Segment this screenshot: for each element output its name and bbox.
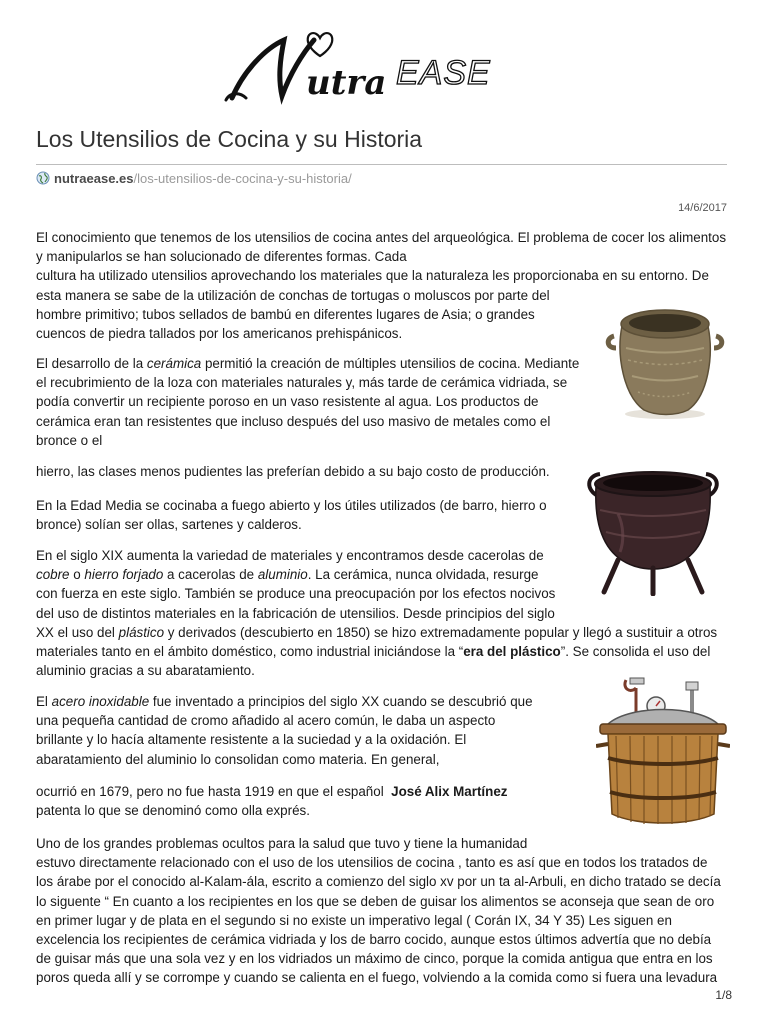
- ceramic-pot-image: [602, 296, 728, 422]
- page-title: Los Utensilios de Cocina y su Historia: [36, 126, 423, 152]
- pressure-cooker-image: [596, 674, 730, 834]
- publish-date: 14/6/2017: [678, 202, 727, 214]
- paragraph-3: hierro, las clases menos pudientes las preferían debido a su bajo costo de producción.: [36, 464, 550, 479]
- paragraph-8: Uno de los grandes problemas ocultos para la salud que tuvo y tiene la humanidad estuvo directamente relacionado con el uso de los utensilios de cocina , tanto es así que en todos los tratados de los árabe por el conocido al-Kalam-ála, escrito a comienzo del siglo xv por un ta al-Arbuli, en dicho tratado se decía lo siguente “ En cuanto a los recipientes en los que se deben de guisar los alimentos se aconseja que sean de oro en primer lugar y de plata en el segundo si no existe un imperativo legal ( Corán IX, 34 Y 35) Les siguen en excelencia los recipientes de cerámica vidriada y los de barro cocido, aunque estos últimos advertía que no debía de guisar más que una sola vez y en los vidriados un máximo de cinco, porque la comida antigua que entra en los poros queda allí y se corrompe y cuando se calienta en el fuego, volviendo a la comida como si fuera una levadura: [36, 836, 721, 986]
- svg-text:utra: utra: [306, 63, 387, 103]
- paragraph-1: El conocimiento que tenemos de los utensilios de cocina antes del arqueológica. El problema de cocer los alimentos y manipularlos se han solucionado de diferentes formas. Cada cultura ha utilizado utensilios aprovechando los materiales que la naturaleza les proporcionaba en su entorno. De esta manera se sabe de la utilización de conchas de tortugas o moluscos por parte del hombre primitivo; tubos sellados de bambú en diferentes lugares de Asia; o grandes cuencos de piedra tallados por los americanos prehispánicos.: [36, 230, 727, 342]
- source-domain[interactable]: nutraease.es: [54, 171, 134, 186]
- paragraph-4: En la Edad Media se cocinaba a fuego abierto y los útiles utilizados (de barro, hierro o bronce) solían ser ollas, sartenes y calderos.: [36, 498, 547, 533]
- source-path[interactable]: /los-utensilios-de-cocina-y-su-historia/: [133, 171, 352, 186]
- paragraph-7: ocurrió en 1679, pero no fue hasta 1919 en que el español José Alix Martínez patenta lo que se denominó como olla exprés.: [36, 784, 508, 819]
- paragraph-5: En el siglo XIX aumenta la variedad de materiales y encontramos desde cacerolas de cobre o hierro forjado a cacerolas de aluminio. La cerámica, nunca olvidada, resurge con fuerza en este siglo. También se produce una preocupación por los efectos nocivos del uso de distintos materiales en la fabricación de utensilios. Desde principios del siglo XX el uso del plástico y derivados (descubierto en 1850) se hizo extremadamente popular y llegó a sustituir a otros materiales tanto en el ámbito doméstico, como industrial iniciándose la “era del plástico”. Se consolida el uso del aluminio gracias a su abaratamiento.: [36, 548, 718, 679]
- nutraease-logo: [222, 30, 540, 106]
- iron-cauldron-image: [584, 456, 722, 596]
- globe-icon: [36, 171, 50, 185]
- paragraph-2: El desarrollo de la cerámica permitió la creación de múltiples utensilios de cocina. Mediante el recubrimiento de la loza con materiales naturales y, más tarde de cerámica vidriada, se podía convertir un recipiente poroso en un vaso resistente al agua. Los productos de cerámica eran tan resistentes que incluso después del uso masivo de metales como el bronce o el: [36, 356, 580, 448]
- svg-text:EASE: EASE: [396, 54, 491, 92]
- title-divider: [36, 164, 727, 165]
- paragraph-6: El acero inoxidable fue inventado a principios del siglo XX cuando se descubrió que una pequeña cantidad de cromo añadido al acero común, le daba un aspecto brillante y lo hacía altamente resistente a la suciedad y a la oxidación. El abaratamiento del aluminio lo consolidan como materia. En general,: [36, 694, 533, 767]
- source-url[interactable]: [36, 171, 352, 186]
- page-number: 1/8: [715, 988, 732, 1002]
